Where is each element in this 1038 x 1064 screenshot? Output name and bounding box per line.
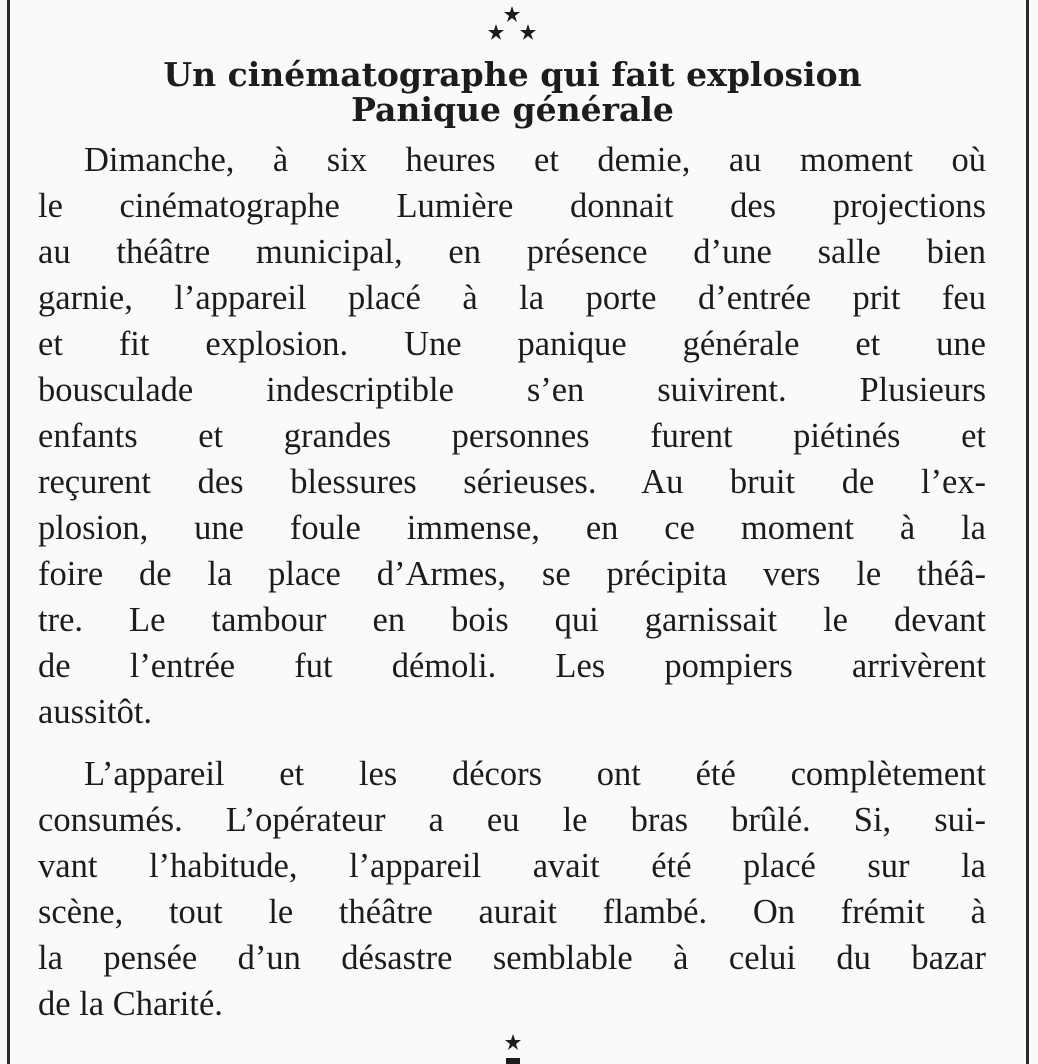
paragraph-1-line: reçurent des blessures sérieuses. Au bruit de l’ex- <box>38 463 986 501</box>
asterism-ornament-top <box>484 2 540 48</box>
paragraph-2-line: vant l’habitude, l’appareil avait été placé sur la <box>38 847 986 885</box>
paragraph-1-line: au théâtre municipal, en présence d’une salle bien <box>38 233 986 271</box>
paragraph-1-line: le cinématographe Lumière donnait des projections <box>38 187 986 225</box>
asterism-star-right <box>520 24 536 40</box>
asterism-star-left <box>488 24 504 40</box>
right-column-rule <box>1026 0 1029 1064</box>
paragraph-1-line: tre. Le tambour en bois qui garnissait le devant <box>38 601 986 639</box>
paragraph-1-line: enfants et grandes personnes furent piétinés et <box>38 417 986 455</box>
paragraph-1-line: aussitôt. <box>38 693 153 731</box>
bottom-star <box>505 1034 521 1050</box>
asterisk-ornament-bottom <box>498 1030 528 1064</box>
paragraph-1-line: bousculade indescriptible s’en suivirent. Plusieurs <box>38 371 986 409</box>
paragraph-2-line: scène, tout le théâtre aurait flambé. On frémit à <box>38 893 986 931</box>
paragraph-1-line: garnie, l’appareil placé à la porte d’entrée prit feu <box>38 279 986 317</box>
paragraph-2-line: L’appareil et les décors ont été complètement <box>84 755 986 793</box>
paragraph-1-line: de l’entrée fut démoli. Les pompiers arrivèrent <box>38 647 986 685</box>
paragraph-2-line: de la Charité. <box>38 985 223 1023</box>
bottom-star-fragment <box>506 1058 520 1064</box>
paragraph-2-line: consumés. L’opérateur a eu le bras brûlé. Si, sui- <box>38 801 986 839</box>
headline-sub: Panique générale <box>351 90 674 129</box>
paragraph-1-line: plosion, une foule immense, en ce moment à la <box>38 509 986 547</box>
paragraph-1-line: et fit explosion. Une panique générale et une <box>38 325 986 363</box>
paragraph-2-line: la pensée d’un désastre semblable à celui du bazar <box>38 939 986 977</box>
paragraph-1-line: foire de la place d’Armes, se précipita vers le théâ- <box>38 555 986 593</box>
paragraph-1-line: Dimanche, à six heures et demie, au moment où <box>84 141 986 179</box>
left-column-rule <box>7 0 10 1064</box>
headline-main: Un cinématographe qui fait explosion <box>163 55 862 94</box>
asterism-star-top <box>504 6 520 22</box>
